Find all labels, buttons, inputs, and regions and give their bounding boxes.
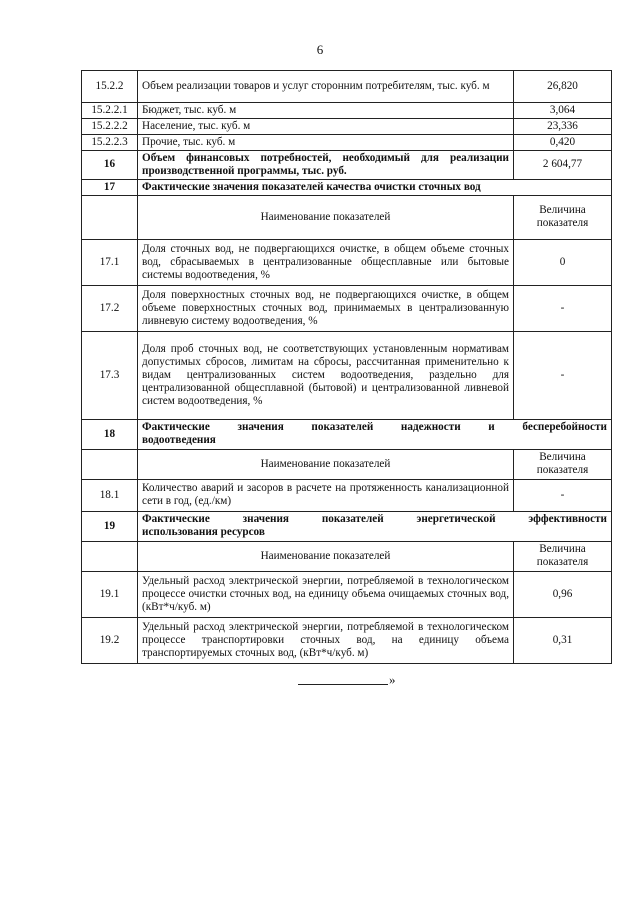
- table-row: [82, 479, 612, 511]
- title-word: надежности: [400, 421, 461, 434]
- column-header-row: [82, 541, 612, 571]
- row-description: Удельный расход электрической энергии, потребляемой в технологическом процессе транспортировки сточных вод, на единицу объема транспортируемых сточных вод, (кВт*ч/куб. м): [138, 617, 514, 663]
- row-number: 15.2.2.2: [82, 118, 138, 134]
- row-description: Объем реализации товаров и услуг сторонним потребителям, тыс. куб. м: [138, 71, 514, 103]
- row-description: Доля поверхностных сточных вод, не подвергающихся очистке, в общем объеме поверхностных сточных вод, принимаемых в централизованную ливневую систему водоотведения, %: [138, 285, 514, 331]
- row-description: Объем финансовых потребностей, необходимый для реализации производственной программы, тыс. руб.: [138, 150, 514, 179]
- header-name: Наименование показателей: [138, 449, 514, 479]
- section-heading-row: [82, 511, 612, 541]
- table-row: [82, 150, 612, 179]
- row-number: 16: [82, 150, 138, 179]
- section-title: Фактические значения показателей качества очистки сточных вод: [138, 179, 612, 195]
- header-value: Величина показателя: [514, 541, 612, 571]
- section-heading-row: [82, 179, 612, 195]
- title-word: значения: [237, 421, 284, 434]
- row-number: 17.3: [82, 331, 138, 419]
- title-line2: водоотведения: [142, 434, 216, 447]
- row-number: 19.1: [82, 571, 138, 617]
- section-heading-row: [82, 419, 612, 449]
- column-header-row: [82, 449, 612, 479]
- title-word: показателей: [311, 421, 374, 434]
- title-word: Фактические: [142, 513, 210, 526]
- table-row: [82, 571, 612, 617]
- column-header-row: [82, 195, 612, 239]
- table-row: [82, 118, 612, 134]
- row-description: Прочие, тыс. куб. м: [138, 134, 514, 150]
- closing-quote: »: [389, 672, 396, 687]
- section-title: [138, 511, 612, 541]
- row-value: 23,336: [514, 118, 612, 134]
- header-value: Величина показателя: [514, 449, 612, 479]
- row-number: 19.2: [82, 617, 138, 663]
- row-description: Бюджет, тыс. куб. м: [138, 103, 514, 119]
- title-word: энергетической: [416, 513, 496, 526]
- section-number: 18: [82, 419, 138, 449]
- table-row: [82, 239, 612, 285]
- title-word: значения: [242, 513, 289, 526]
- title-word: и: [488, 421, 495, 434]
- row-description: Население, тыс. куб. м: [138, 118, 514, 134]
- row-description: Доля проб сточных вод, не соответствующих установленным нормативам допустимых сбросов, лимитам на сбросы, рассчитанная применительно к видам централизованных систем водоотведения, раздельно для централизованной общесплавной (бытовой) и централизованной ливневой систем водоотведения, %: [138, 331, 514, 419]
- page-number: 6: [316, 42, 324, 57]
- row-number: 15.2.2.1: [82, 103, 138, 119]
- section-number: 19: [82, 511, 138, 541]
- row-description: Количество аварий и засоров в расчете на протяженность канализационной сети в год, (ед./км): [138, 479, 514, 511]
- header-value: Величина показателя: [514, 195, 612, 239]
- row-number: 17.2: [82, 285, 138, 331]
- title-word: показателей: [321, 513, 384, 526]
- title-line2: использования ресурсов: [142, 526, 265, 539]
- header-name: Наименование показателей: [138, 541, 514, 571]
- closing-underline: [298, 684, 388, 685]
- row-number: 15.2.2: [82, 71, 138, 103]
- table-row: [82, 71, 612, 103]
- row-number: 15.2.2.3: [82, 134, 138, 150]
- row-value: 3,064: [514, 103, 612, 119]
- row-value: -: [514, 331, 612, 419]
- header-name: Наименование показателей: [138, 195, 514, 239]
- row-value: 0,31: [514, 617, 612, 663]
- indicators-table: [81, 70, 612, 664]
- row-description: Доля сточных вод, не подвергающихся очистке, в общем объеме сточных вод, сбрасываемых в централизованные общесплавные или бытовые системы водоотведения, %: [138, 239, 514, 285]
- title-word: эффективности: [528, 513, 607, 526]
- section-title: [138, 419, 612, 449]
- row-description: Удельный расход электрической энергии, потребляемой в технологическом процессе очистки сточных вод, на единицу объема очищаемых сточных вод, (кВт*ч/куб. м): [138, 571, 514, 617]
- title-word: Фактические: [142, 421, 210, 434]
- table-row: [82, 103, 612, 119]
- table-row: [82, 285, 612, 331]
- row-value: 2 604,77: [514, 150, 612, 179]
- row-value: 26,820: [514, 71, 612, 103]
- row-number: 18.1: [82, 479, 138, 511]
- row-value: 0,420: [514, 134, 612, 150]
- row-number: 17.1: [82, 239, 138, 285]
- row-value: 0,96: [514, 571, 612, 617]
- title-word: бесперебойности: [522, 421, 607, 434]
- table-row: [82, 331, 612, 419]
- row-value: -: [514, 479, 612, 511]
- table-row: [82, 617, 612, 663]
- table-row: [82, 134, 612, 150]
- section-number: 17: [82, 179, 138, 195]
- row-value: 0: [514, 239, 612, 285]
- row-value: -: [514, 285, 612, 331]
